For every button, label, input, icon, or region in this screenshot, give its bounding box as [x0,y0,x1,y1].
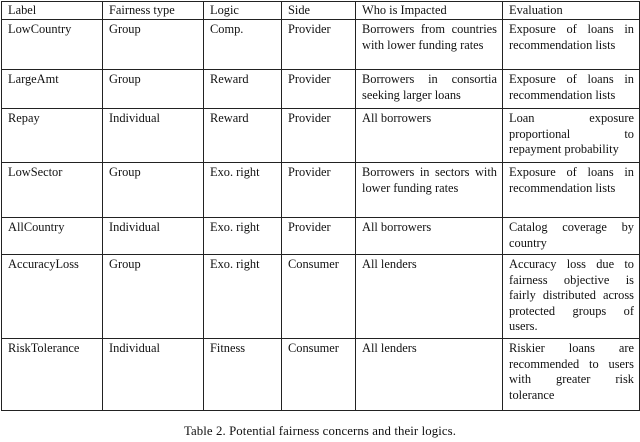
cell-evaluation: Exposure of loans in recommendation lists [503,70,640,109]
cell-impacted: All borrowers [356,218,503,255]
cell-impacted: All borrowers [356,109,503,163]
cell-fairness-type: Individual [103,339,204,411]
table-header-row [2,2,640,20]
cell-impacted: Borrowers in consortia seeking larger loans [356,70,503,109]
cell-evaluation: Loan exposure proportional to repayment probability [503,109,640,163]
header-who-is-impacted: Who is Impacted [356,2,503,20]
table-row [2,20,640,70]
table-row [2,339,640,411]
cell-side: Consumer [282,339,356,411]
table-row [2,109,640,163]
cell-label: LowSector [2,163,103,218]
header-evaluation: Evaluation [503,2,640,20]
cell-label: LargeAmt [2,70,103,109]
table-row [2,255,640,339]
cell-side: Provider [282,163,356,218]
cell-evaluation: Accuracy loss due to fairness objective is fairly distributed across protected groups of users. [503,255,640,339]
cell-label: RiskTolerance [2,339,103,411]
cell-fairness-type: Group [103,70,204,109]
cell-label: LowCountry [2,20,103,70]
cell-logic: Exo. right [204,163,282,218]
cell-fairness-type: Group [103,255,204,339]
cell-logic: Exo. right [204,218,282,255]
cell-logic: Fitness [204,339,282,411]
cell-impacted: All lenders [356,255,503,339]
fairness-table [1,1,640,411]
header-side: Side [282,2,356,20]
table-row [2,163,640,218]
cell-evaluation: Catalog coverage by country [503,218,640,255]
cell-label: Repay [2,109,103,163]
table-row [2,218,640,255]
cell-side: Provider [282,20,356,70]
cell-fairness-type: Group [103,20,204,70]
cell-side: Provider [282,70,356,109]
cell-side: Consumer [282,255,356,339]
table-row [2,70,640,109]
cell-side: Provider [282,218,356,255]
cell-evaluation: Riskier loans are recommended to users with greater risk tolerance [503,339,640,411]
cell-label: AllCountry [2,218,103,255]
table-caption: Table 2. Potential fairness concerns and their logics. [183,424,457,438]
cell-evaluation: Exposure of loans in recommendation lists [503,20,640,70]
cell-impacted: All lenders [356,339,503,411]
cell-side: Provider [282,109,356,163]
cell-evaluation: Exposure of loans in recommendation lists [503,163,640,218]
cell-logic: Reward [204,70,282,109]
cell-logic: Exo. right [204,255,282,339]
header-logic: Logic [204,2,282,20]
cell-fairness-type: Individual [103,218,204,255]
cell-impacted: Borrowers from countries with lower funding rates [356,20,503,70]
cell-logic: Reward [204,109,282,163]
cell-logic: Comp. [204,20,282,70]
header-fairness-type: Fairness type [103,2,204,20]
cell-impacted: Borrowers in sectors with lower funding rates [356,163,503,218]
cell-fairness-type: Group [103,163,204,218]
cell-fairness-type: Individual [103,109,204,163]
cell-label: AccuracyLoss [2,255,103,339]
header-label: Label [2,2,103,20]
